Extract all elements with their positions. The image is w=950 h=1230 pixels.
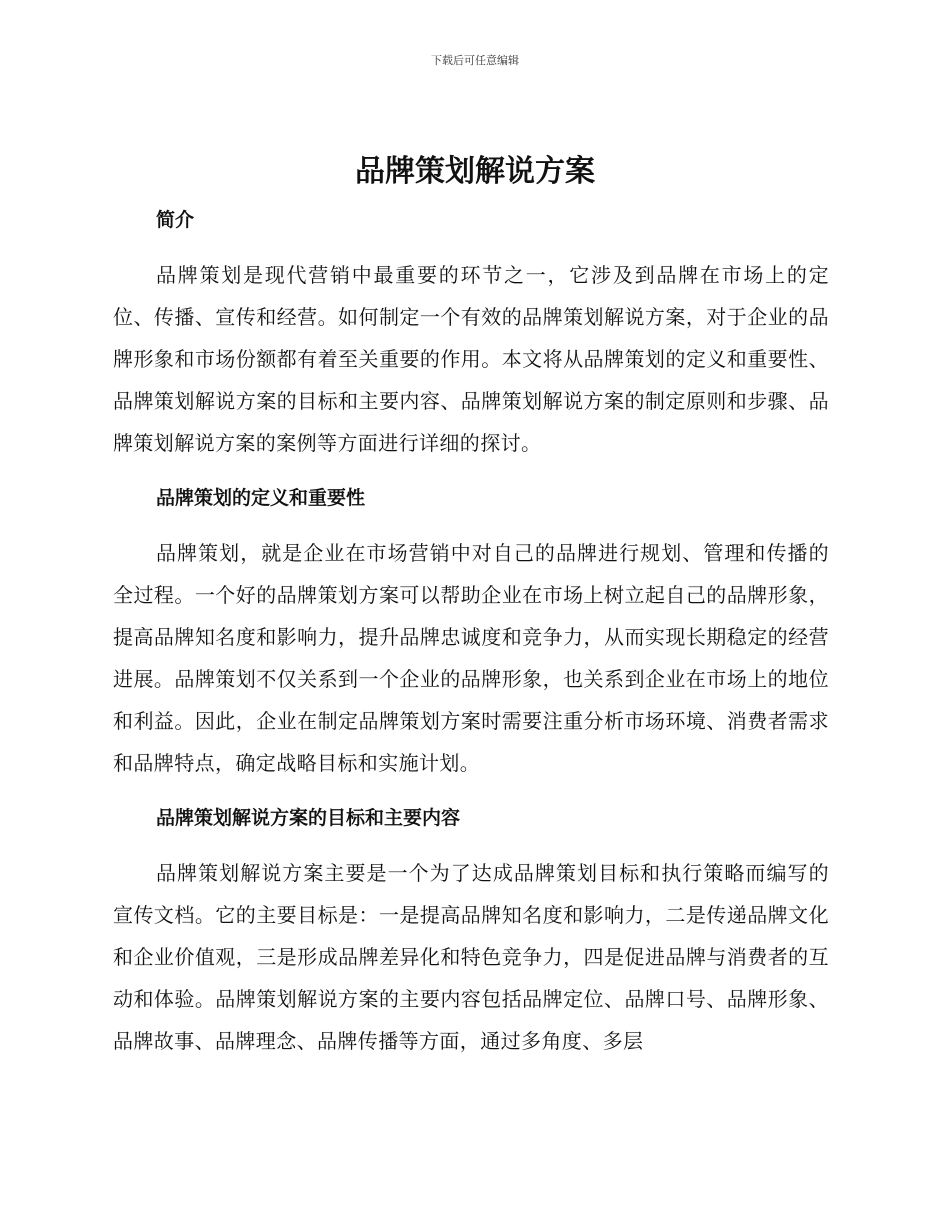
section-paragraph-goals: 品牌策划解说方案主要是一个为了达成品牌策划目标和执行策略而编写的宣传文档。它的主要目标是：一是提高品牌知名度和影响力，二是传递品牌文化和企业价值观，三是形成品牌差异化和特色竞争力，四是促进品牌与消费者的互动和体验。品牌策划解说方案的主要内容包括品牌定位、品牌口号、品牌形象、品牌故事、品牌理念、品牌传播等方面，通过多角度、多层 bbox=[113, 861, 829, 1053]
section-paragraph-definition: 品牌策划，就是企业在市场营销中对自己的品牌进行规划、管理和传播的全过程。一个好的品牌策划方案可以帮助企业在市场上树立起自己的品牌形象，提高品牌知名度和影响力，提升品牌忠诚度和竞争力，从而实现长期稳定的经营进展。品牌策划不仅关系到一个企业的品牌形象，也关系到企业在市场上的地位和利益。因此，企业在制定品牌策划方案时需要注重分析市场环境、消费者需求和品牌特点，确定战略目标和实施计划。 bbox=[113, 541, 829, 775]
section-heading-definition: 品牌策划的定义和重要性 bbox=[156, 487, 366, 509]
section-heading-goals: 品牌策划解说方案的目标和主要内容 bbox=[156, 807, 461, 829]
document-body bbox=[113, 200, 829, 1062]
header-note: 下载后可任意编辑 bbox=[431, 54, 519, 67]
document-title: 品牌策划解说方案 bbox=[355, 154, 595, 189]
section-heading-intro: 简介 bbox=[156, 209, 195, 231]
section-paragraph-intro: 品牌策划是现代营销中最重要的环节之一，它涉及到品牌在市场上的定位、传播、宣传和经营。如何制定一个有效的品牌策划解说方案，对于企业的品牌形象和市场份额都有着至关重要的作用。本文将从品牌策划的定义和重要性、品牌策划解说方案的目标和主要内容、品牌策划解说方案的制定原则和步骤、品牌策划解说方案的案例等方面进行详细的探讨。 bbox=[113, 263, 829, 455]
